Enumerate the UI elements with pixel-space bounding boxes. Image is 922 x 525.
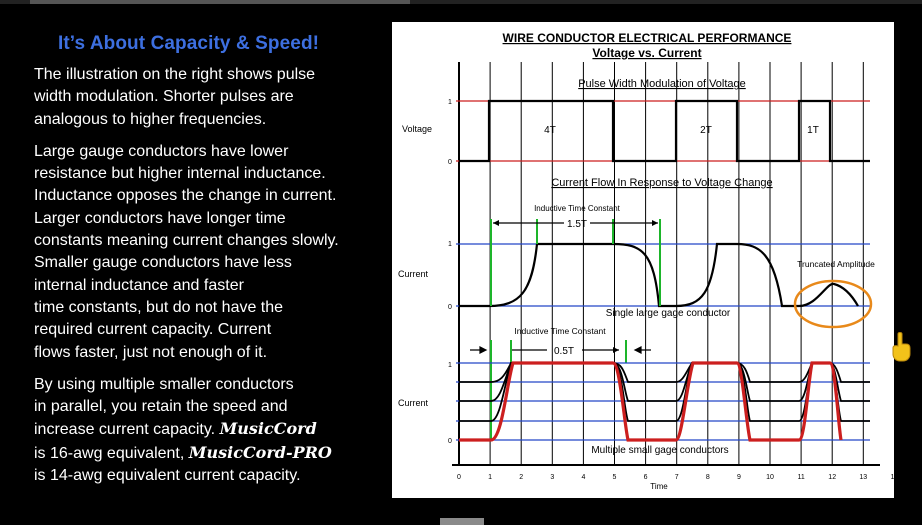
- tc1-arrow-left: [493, 220, 499, 226]
- x-axis-label: Time: [650, 482, 668, 491]
- current-label-1: Current: [398, 269, 429, 279]
- current1-one-tick: 1: [448, 241, 452, 248]
- inductive-tc1-label: Inductive Time Constant: [534, 204, 620, 213]
- x-tick-1: 1: [488, 474, 493, 481]
- current2-one-tick: 1: [448, 362, 452, 369]
- figure-subtitle: Voltage vs. Current: [592, 46, 702, 60]
- tc2-arrow-left: [470, 347, 486, 353]
- x-tick-9: 9: [736, 474, 741, 481]
- single-conductor-label: Single large gage conductor: [605, 308, 731, 319]
- tc2-value: 0.5T: [553, 346, 575, 357]
- paragraph-part-a: By using multiple smaller conductors in parallel, you retain the speed and increase current capacity.: [34, 375, 294, 439]
- x-tick-10: 10: [766, 474, 774, 481]
- x-tick-8: 8: [705, 474, 710, 481]
- x-tick-11: 11: [797, 474, 805, 481]
- pulse-4t-label: 4T: [544, 125, 556, 136]
- text-panel: [34, 33, 384, 497]
- page-heading: It’s About Capacity & Speed!: [58, 33, 320, 54]
- tc2-arrow-head: [613, 347, 619, 353]
- paragraph-part-b: is 16-awg equivalent,: [34, 444, 185, 462]
- tc2-arrow-right: [635, 347, 651, 353]
- pulse-2t-label: 2T: [700, 125, 712, 136]
- current1-zero-tick: 0: [448, 304, 452, 311]
- brand-musiccord: MusicCord: [219, 419, 317, 439]
- x-tick-14: 14: [890, 474, 899, 481]
- truncated-amplitude-label: Truncated Amplitude: [797, 259, 875, 269]
- x-tick-2: 2: [519, 474, 524, 481]
- x-tick-4: 4: [581, 474, 586, 481]
- current-label-2: Current: [398, 398, 429, 408]
- x-tick-7: 7: [674, 474, 679, 481]
- x-tick-6: 6: [643, 474, 648, 481]
- top-scroll-indicator: [30, 0, 410, 4]
- paragraph-part-c: is 14-awg equivalent current capacity.: [34, 467, 301, 485]
- paragraph-multiple-conductors: [34, 374, 384, 487]
- x-tick-3: 3: [550, 474, 555, 481]
- multiple-conductors-label: Multiple small gage conductors: [591, 445, 729, 456]
- voltage-label: Voltage: [402, 124, 433, 134]
- voltage-zero-tick: 0: [448, 159, 452, 166]
- bottom-thumbnail[interactable]: [440, 518, 484, 525]
- pwm-section-title: Pulse Width Modulation of Voltage: [578, 78, 746, 90]
- paragraph-pwm: The illustration on the right shows pulse width modulation. Shorter pulses are analogous to higher frequencies.: [34, 66, 316, 128]
- current2-zero-tick: 0: [448, 438, 452, 445]
- pulse-1t-label: 1T: [807, 125, 819, 136]
- current-section-title: Current Flow In Response to Voltage Change: [551, 177, 773, 189]
- x-tick-labels: [457, 474, 898, 481]
- inductive-tc2-label: Inductive Time Constant: [514, 326, 606, 336]
- x-tick-0: 0: [457, 474, 461, 481]
- brand-musiccord-pro: MusicCord-PRO: [188, 442, 332, 462]
- hand-pointer-icon[interactable]: [890, 332, 912, 367]
- x-tick-5: 5: [612, 474, 617, 481]
- figure-svg: [392, 22, 899, 498]
- figure-title: WIRE CONDUCTOR ELECTRICAL PERFORMANCE: [502, 31, 792, 45]
- voltage-one-tick: 1: [448, 99, 452, 106]
- x-tick-13: 13: [859, 474, 868, 481]
- tc1-value: 1.5T: [566, 219, 588, 230]
- paragraph-inductance: Large gauge conductors have lower resistance but higher internal inductance. Inductance opposes the change in current. Larger conductors have longer time constants meaning current changes slowly. Smaller gauge conductors have less internal inductance and faster time constants, but do not have the required current capacity. Current flows faster, just not enough of it.: [34, 142, 339, 361]
- performance-figure: [392, 22, 899, 498]
- x-tick-12: 12: [828, 474, 837, 481]
